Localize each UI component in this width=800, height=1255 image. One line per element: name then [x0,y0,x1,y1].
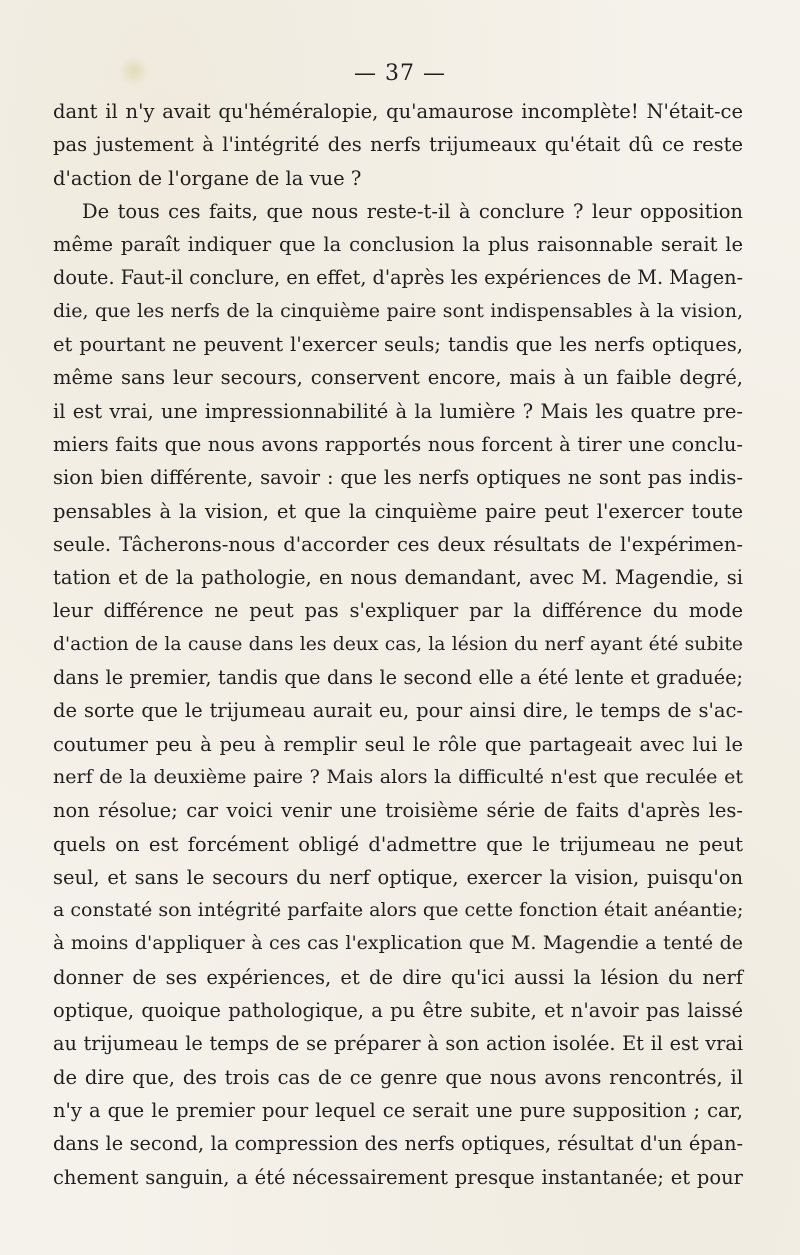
text-line: De tous ces faits, que nous reste-t-il à conclure ? leur opposition [82,199,743,223]
text-line: a constaté son intégrité parfaite alors que cette fonction était anéantie; [53,899,744,922]
text-line: dant il n'y avait qu'héméralopie, qu'amaurose incomplète! N'était-ce [53,100,743,123]
text-line: leur différence ne peut pas s'expliquer par la différence du mode [53,599,743,623]
text-line: dans le premier, tandis que dans le second elle a été lente et graduée; [53,666,743,690]
text-line: pensables à la vision, et que la cinquième paire peut l'exercer toute [53,499,743,523]
text-line: donner de ses expériences, et de dire qu'ici aussi la lésion du nerf [53,965,743,989]
text-line: n'y a que le premier pour lequel ce serait une pure supposition ; car, [53,1098,743,1122]
text-line: d'action de la cause dans les deux cas, la lésion du nerf ayant été subite [53,633,743,655]
text-line: sion bien différente, savoir : que les nerfs optiques ne sont pas indis- [53,466,743,490]
text-line: die, que les nerfs de la cinquième paire sont indispensables à la vision, [53,299,743,322]
text-line: tation et de la pathologie, en nous demandant, avec M. Magendie, si [53,566,743,590]
text-line: coutumer peu à peu à remplir seul le rôle que partageait avec lui le [53,732,743,756]
text-line: quels on est forcément obligé d'admettre que le trijumeau ne peut [53,832,743,856]
text-line: doute. Faut-il conclure, en effet, d'après les expériences de M. Magen- [53,266,743,290]
text-line: nerf de la deuxième paire ? Mais alors la difficulté n'est que reculée et [53,765,743,788]
text-line: et pourtant ne peuvent l'exercer seuls; tandis que les nerfs optiques, [53,333,743,357]
text-line: optique, quoique pathologique, a pu être subite, et n'avoir pas laissé [53,999,743,1023]
text-line: miers faits que nous avons rapportés nous forcent à tirer une conclu- [53,432,743,456]
text-line: non résolue; car voici venir une troisième série de faits d'après les- [53,799,743,823]
text-line: même sans leur secours, conservent encore, mais à un faible degré, [53,366,743,390]
text-line: dans le second, la compression des nerfs optiques, résultat d'un épan- [53,1132,743,1156]
text-line: chement sanguin, a été nécessairement presque instantanée; et pour [53,1165,743,1189]
text-line: au trijumeau le temps de se préparer à son action isolée. Et il est vrai [53,1032,743,1056]
text-line: pas justement à l'intégrité des nerfs trijumeaux qu'était dû ce reste [53,133,743,157]
text-line: seul, et sans le secours du nerf optique, exercer la vision, puisqu'on [53,865,743,889]
text-line: de sorte que le trijumeau aurait eu, pour ainsi dire, le temps de s'ac- [53,699,743,723]
page-number: — 37 — [354,61,446,86]
text-line: d'action de l'organe de la vue ? [53,166,362,190]
text-line: même paraît indiquer que la conclusion la plus raisonnable serait le [53,233,743,257]
text-line: de dire que, des trois cas de ce genre que nous avons rencontrés, il [53,1065,743,1089]
body-text [53,95,743,1194]
text-line: il est vrai, une impressionnabilité à la lumière ? Mais les quatre pre- [53,399,743,423]
text-line: à moins d'appliquer à ces cas l'explication que M. Magendie a tenté de [53,932,743,955]
text-line: seule. Tâcherons-nous d'accorder ces deux résultats de l'expérimen- [53,532,743,556]
